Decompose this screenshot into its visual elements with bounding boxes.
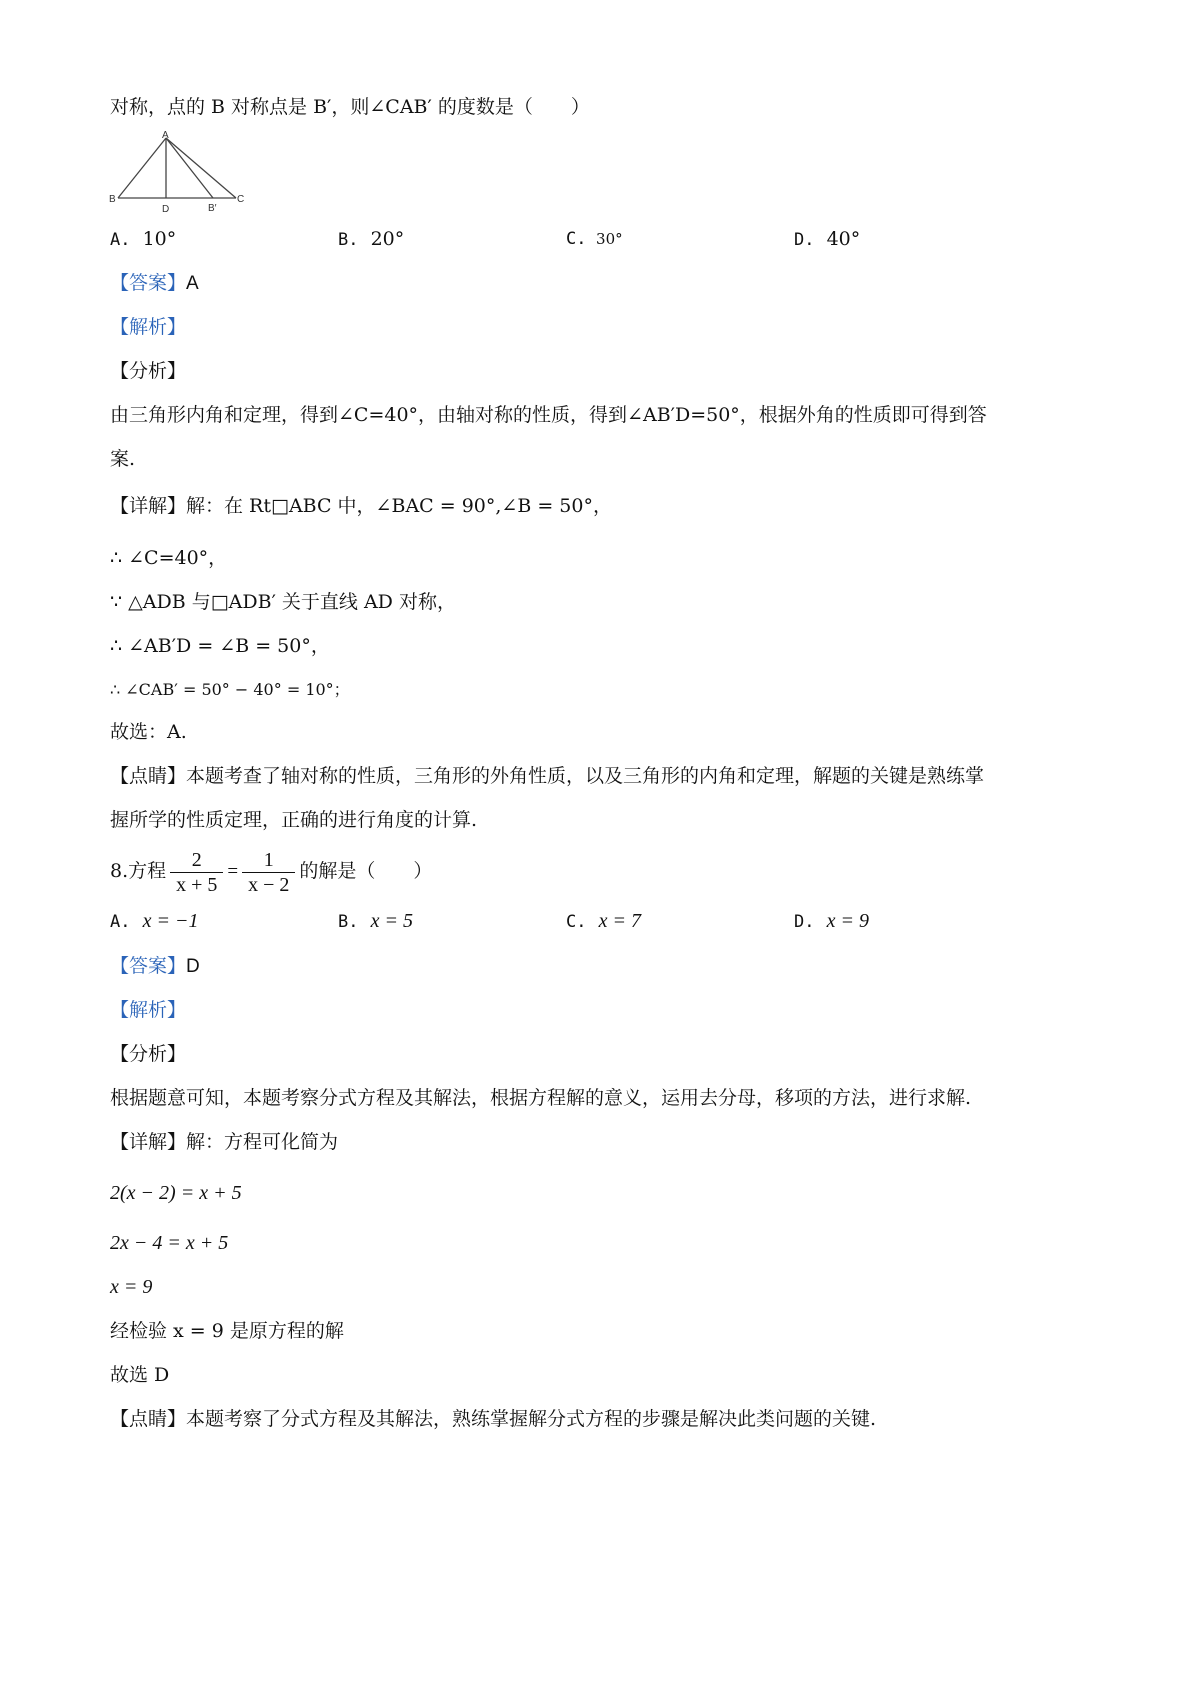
- q7-option-c: C. 30°: [566, 229, 623, 249]
- q7-answer: 【答案】A: [110, 272, 199, 294]
- q8-option-a: A. x = −1: [110, 910, 199, 932]
- q8-fraction-right: $\frac{1}{x - 2}$: [242, 848, 295, 897]
- q8-step-3: x = 9: [110, 1276, 153, 1298]
- q8-answer: 【答案】D: [110, 955, 200, 977]
- q8-detail-line1: 【详解】解：方程可化简为: [110, 1131, 339, 1153]
- q7-stem: 对称，点的 B 对称点是 B′，则∠CAB′ 的度数是（ ）: [110, 96, 590, 118]
- q7-detail-line4: ∴ ∠AB′D = ∠B = 50°，: [110, 635, 330, 657]
- q8-comment-line1: 【点睛】本题考察了分式方程及其解法，熟练掌握解分式方程的步骤是解决此类问题的关键.: [110, 1408, 877, 1430]
- q7-detail-line2: ∴ ∠C=40°，: [110, 547, 228, 569]
- q8-stem: 8.方程 $\frac{2}{x + 5}$ = $\frac{1}{x - 2}$ 的解是（ ）: [110, 848, 433, 896]
- q8-option-c: C. x = 7: [566, 910, 641, 932]
- q7-fenxi-line1: 由三角形内角和定理，得到∠C=40°，由轴对称的性质，得到∠AB′D=50°，根据外角的性质即可得到答: [110, 404, 987, 426]
- q7-fenxi-line2: 案.: [110, 448, 136, 470]
- q7-comment-line2: 握所学的性质定理，正确的进行角度的计算.: [110, 809, 478, 831]
- q7-detail-line3: ∵ △ADB 与□ADB′ 关于直线 AD 对称，: [110, 591, 456, 613]
- q8-fraction-left: $\frac{2}{x + 5}$: [170, 848, 223, 897]
- q7-option-a: A. 10°: [110, 228, 177, 250]
- q8-check: 经检验 x = 9 是原方程的解: [110, 1320, 344, 1342]
- q8-answer-value: D: [186, 956, 200, 977]
- q8-step-1: 2(x − 2) = x + 5: [110, 1182, 242, 1204]
- q7-option-d: D. 40°: [794, 228, 861, 250]
- label-B-prime: B′: [208, 203, 217, 214]
- q8-fenxi-tag: 【分析】: [110, 1043, 187, 1065]
- label-B: B: [109, 194, 116, 205]
- label-C: C: [237, 194, 245, 205]
- q8-option-b: B. x = 5: [338, 910, 413, 932]
- q7-detail-line6: 故选：A.: [110, 721, 187, 743]
- q7-detail-line1: 【详解】解：在 Rt□ABC 中，∠BAC = 90°,∠B = 50°，: [110, 495, 612, 517]
- q8-step-2: 2x − 4 = x + 5: [110, 1232, 229, 1254]
- q8-option-d: D. x = 9: [794, 910, 869, 932]
- label-D: D: [162, 204, 170, 215]
- q7-detail-line5: ∴ ∠CAB′ = 50° − 40° = 10°；: [110, 680, 350, 699]
- q7-fenxi-tag: 【分析】: [110, 360, 187, 382]
- q8-choose: 故选 D: [110, 1364, 170, 1386]
- q7-option-b: B. 20°: [338, 228, 405, 250]
- q8-analysis-tag: 【解析】: [110, 999, 187, 1021]
- label-A: A: [162, 130, 169, 141]
- q8-fenxi-line1: 根据题意可知，本题考察分式方程及其解法，根据方程解的意义，运用去分母，移项的方法，进行求解.: [110, 1087, 972, 1109]
- triangle-figure: [108, 128, 248, 220]
- q7-comment-line1: 【点睛】本题考查了轴对称的性质，三角形的外角性质，以及三角形的内角和定理，解题的关键是熟练掌: [110, 765, 985, 787]
- q7-answer-value: A: [186, 273, 199, 294]
- q7-analysis-tag: 【解析】: [110, 316, 187, 338]
